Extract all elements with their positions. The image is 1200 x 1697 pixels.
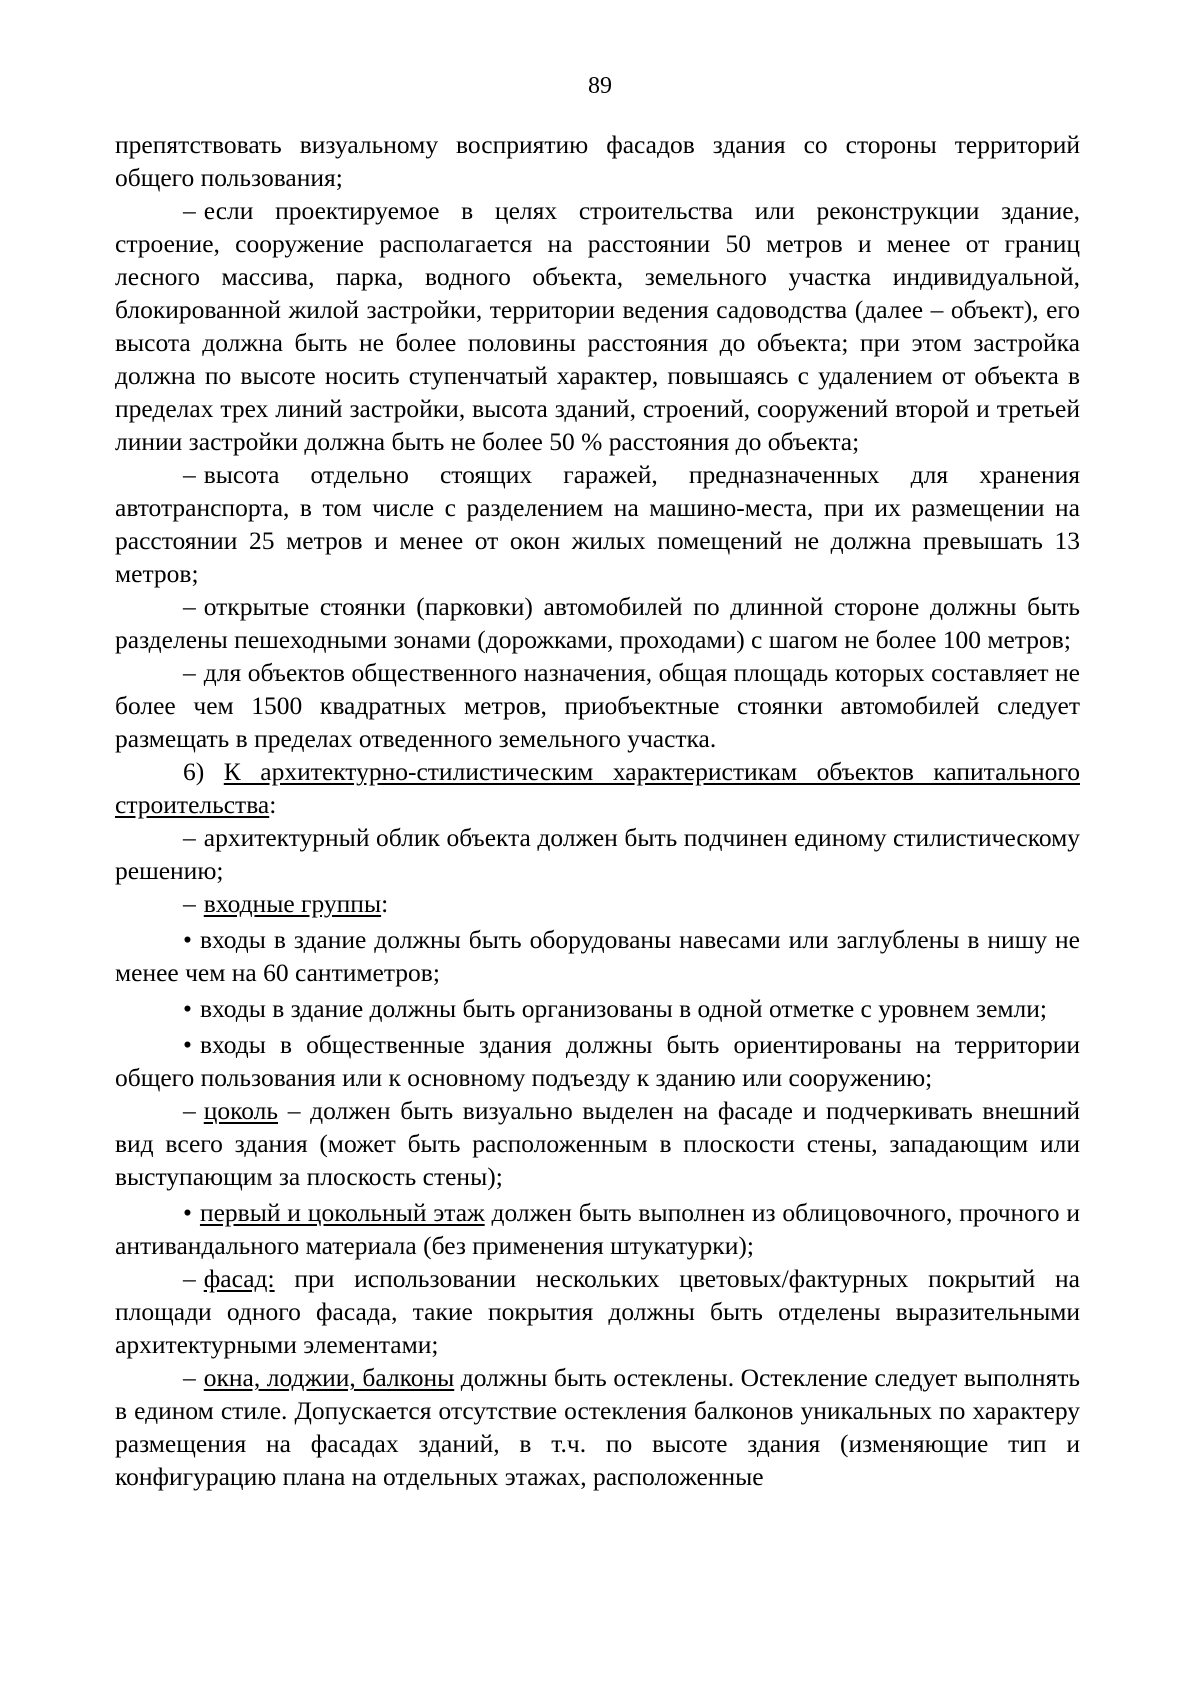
subheading-underlined: входные группы xyxy=(203,889,382,918)
paragraph-dash-item xyxy=(115,1262,1080,1361)
paragraph-dash-item xyxy=(115,458,1080,590)
bullet-marker: • xyxy=(183,925,192,954)
dash-marker: – xyxy=(183,592,196,621)
dash-marker: – xyxy=(183,823,196,852)
dash-marker: – xyxy=(183,889,196,918)
term-underlined: окна, лоджии, балконы xyxy=(203,1363,455,1392)
term-underlined: цоколь xyxy=(203,1096,279,1125)
paragraph-bullet-item xyxy=(115,1196,1080,1262)
paragraph-text: входы в общественные здания должны быть ориентированы на территории общего пользования или к основному подъезду к зданию или сооружению; xyxy=(115,1030,1080,1092)
paragraph-text: входы в здание должны быть оборудованы навесами или заглублены в нишу не менее чем на 60 сантиметров; xyxy=(115,925,1080,987)
term-underlined: первый и цокольный этаж xyxy=(199,1198,485,1227)
paragraph-text: – должен быть визуально выделен на фасаде и подчеркивать внешний вид всего здания (может быть расположенным в плоскости стены, западающим или выступающим за плоскость стены); xyxy=(115,1096,1080,1191)
bullet-marker: • xyxy=(183,1030,192,1059)
term-underlined: фасад: xyxy=(203,1264,275,1293)
paragraph-dash-item xyxy=(115,1361,1080,1493)
paragraph-text: для объектов общественного назначения, общая площадь которых составляет не более чем 1500 квадратных метров, приобъектные стоянки автомобилей следует размещать в пределах отведенного земельного участка. xyxy=(115,658,1080,753)
section-heading-6 xyxy=(115,755,1080,821)
bullet-marker: • xyxy=(183,1198,192,1227)
paragraph-dash-item xyxy=(115,821,1080,887)
paragraph-dash-item xyxy=(115,887,1080,920)
dash-marker: – xyxy=(183,658,196,687)
paragraph-text: открытые стоянки (парковки) автомобилей по длинной стороне должны быть разделены пешеходными зонами (дорожками, проходами) с шагом не более 100 метров; xyxy=(115,592,1080,654)
paragraph-dash-item xyxy=(115,656,1080,755)
paragraph-dash-item xyxy=(115,194,1080,458)
paragraph-text: входы в здание должны быть организованы в одной отметке с уровнем земли; xyxy=(199,994,1047,1023)
paragraph-text: препятствовать визуальному восприятию фасадов здания со стороны территорий общего пользования; xyxy=(115,130,1080,192)
page-number: 89 xyxy=(588,73,612,99)
dash-marker: – xyxy=(183,196,196,225)
paragraph-text: при использовании нескольких цветовых/фактурных покрытий на площади одного фасада, такие покрытия должны быть отделены выразительными архитектурными элементами; xyxy=(115,1264,1080,1359)
section-number: 6) xyxy=(183,757,205,786)
paragraph-text: должны быть остеклены. Остекление следует выполнять в едином стиле. Допускается отсутствие остекления балконов уникальных по характеру размещения на фасадах зданий, в т.ч. по высоте здания (изменяющие тип и конфигурацию плана на отдельных этажах, расположенные xyxy=(115,1363,1080,1491)
paragraph-text: архитектурный облик объекта должен быть подчинен единому стилистическому решению; xyxy=(115,823,1080,885)
subheading-tail: : xyxy=(381,889,389,918)
paragraph-bullet-item xyxy=(115,1028,1080,1094)
section-title-tail: : xyxy=(269,790,277,819)
paragraph-text: высота отдельно стоящих гаражей, предназначенных для хранения автотранспорта, в том числе с разделением на машино-места, при их размещении на расстоянии 25 метров и менее от окон жилых помещений не должна превышать 13 метров; xyxy=(115,460,1080,588)
paragraph-dash-item xyxy=(115,590,1080,656)
paragraph-bullet-item xyxy=(115,992,1080,1025)
paragraph-text: должен быть выполнен из облицовочного, прочного и антивандального материала (без применения штукатурки); xyxy=(115,1198,1080,1260)
bullet-marker: • xyxy=(183,994,192,1023)
paragraph-text: если проектируемое в целях строительства или реконструкции здание, строение, сооружение располагается на расстоянии 50 метров и менее от границ лесного массива, парка, водного объекта, земельного участка индивидуальной, блокированной жилой застройки, территории ведения садоводства (далее – объект), его высота должна быть не более половины расстояния до объекта; при этом застройка должна по высоте носить ступенчатый характер, повышаясь с удалением от объекта в пределах трех линий застройки, высота зданий, строений, сооружений второй и третьей линии застройки должна быть не более 50 % расстояния до объекта; xyxy=(115,196,1080,456)
dash-marker: – xyxy=(183,1363,196,1392)
paragraph-dash-item xyxy=(115,1094,1080,1193)
paragraph-bullet-item xyxy=(115,923,1080,989)
dash-marker: – xyxy=(183,1096,196,1125)
dash-marker: – xyxy=(183,460,196,489)
section-title-underlined: К архитектурно-стилистическим характеристикам объектов капитального строительства xyxy=(115,757,1080,819)
document-body xyxy=(115,128,1080,1493)
dash-marker: – xyxy=(183,1264,196,1293)
paragraph-continuation xyxy=(115,128,1080,194)
